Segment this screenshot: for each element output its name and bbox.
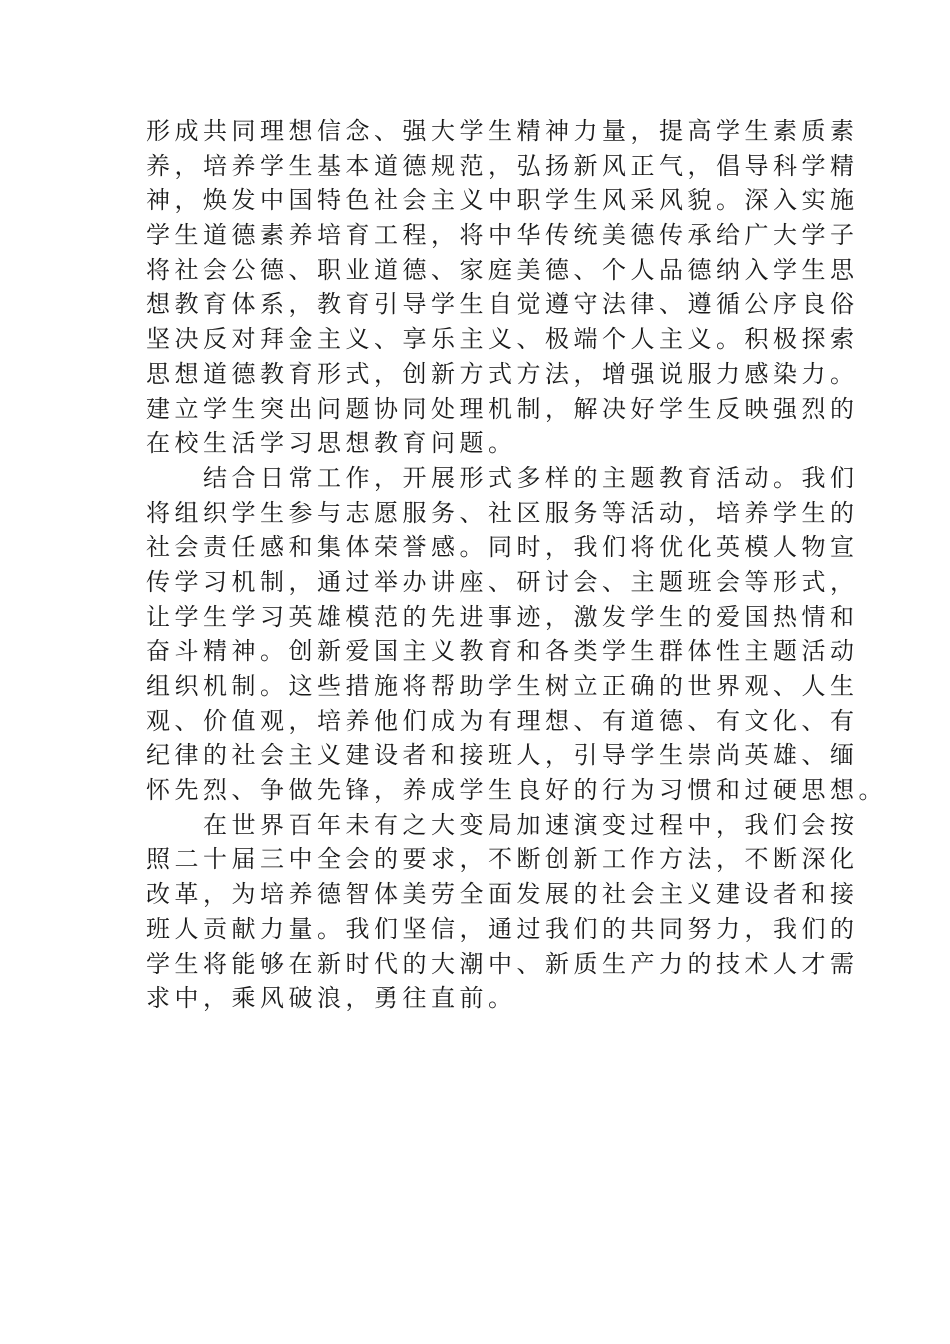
text-line: 在世界百年未有之大变局加速演变过程中，我们会按 (146, 810, 859, 839)
text-line: 学生将能够在新时代的大潮中、新质生产力的技术人才需 (146, 949, 859, 978)
body-text (146, 114, 887, 1016)
text-line: 思想道德教育形式，创新方式方法，增强说服力感染力。 (146, 359, 859, 388)
text-line: 将社会公德、职业道德、家庭美德、个人品德纳入学生思 (146, 255, 859, 284)
text-line: 求中，乘风破浪，勇往直前。 (146, 984, 517, 1013)
text-line: 养，培养学生基本道德规范，弘扬新风正气，倡导科学精 (146, 151, 859, 180)
text-line: 观、价值观，培养他们成为有理想、有道德、有文化、有 (146, 706, 859, 735)
text-line: 怀先烈、争做先锋，养成学生良好的行为习惯和过硬思想。 (146, 776, 887, 805)
text-line: 想教育体系，教育引导学生自觉遵守法律、遵循公序良俗 (146, 290, 859, 319)
text-line: 学生道德素养培育工程，将中华传统美德传承给广大学子 (146, 221, 859, 250)
text-line: 班人贡献力量。我们坚信，通过我们的共同努力，我们的 (146, 914, 859, 943)
text-line: 纪律的社会主义建设者和接班人，引导学生崇尚英雄、缅 (146, 741, 859, 770)
text-line: 社会责任感和集体荣誉感。同时，我们将优化英模人物宣 (146, 533, 859, 562)
text-line: 改革，为培养德智体美劳全面发展的社会主义建设者和接 (146, 880, 859, 909)
text-line: 将组织学生参与志愿服务、社区服务等活动，培养学生的 (146, 498, 859, 527)
text-line: 传学习机制，通过举办讲座、研讨会、主题班会等形式， (146, 567, 859, 596)
text-line: 坚决反对拜金主义、享乐主义、极端个人主义。积极探索 (146, 325, 859, 354)
text-line: 建立学生突出问题协同处理机制，解决好学生反映强烈的 (146, 394, 859, 423)
text-line: 让学生学习英雄模范的先进事迹，激发学生的爱国热情和 (146, 602, 859, 631)
text-line: 神，焕发中国特色社会主义中职学生风采风貌。深入实施 (146, 186, 859, 215)
text-line: 形成共同理想信念、强大学生精神力量，提高学生素质素 (146, 117, 859, 145)
text-line: 在校生活学习思想教育问题。 (146, 429, 517, 458)
text-line: 照二十届三中全会的要求，不断创新工作方法，不断深化 (146, 845, 859, 874)
text-line: 结合日常工作，开展形式多样的主题教育活动。我们 (146, 463, 859, 492)
text-line: 奋斗精神。创新爱国主义教育和各类学生群体性主题活动 (146, 637, 859, 666)
text-line: 组织机制。这些措施将帮助学生树立正确的世界观、人生 (146, 672, 859, 700)
